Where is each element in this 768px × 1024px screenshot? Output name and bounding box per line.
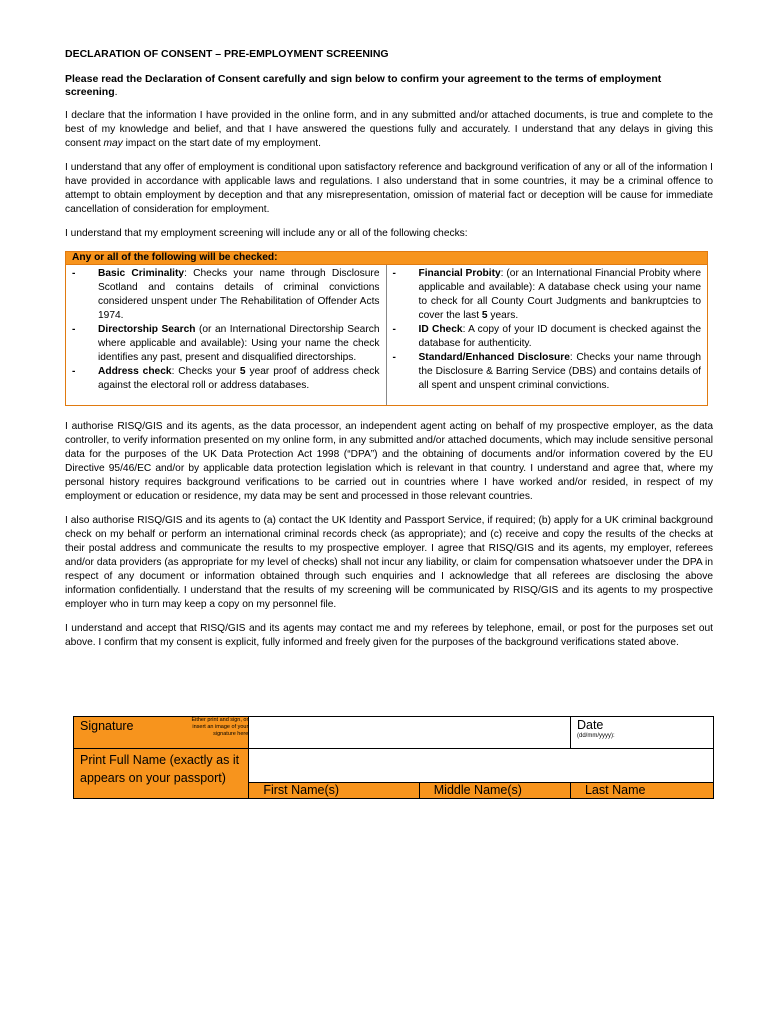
date-hint: (dd/mm/yyyy): <box>576 733 615 739</box>
signature-hint: Either print and sign, or insert an image of your signature here <box>182 717 249 749</box>
signature-label: Signature <box>80 719 134 733</box>
date-cell[interactable] <box>570 717 713 749</box>
check-item-standard-enhanced-disclosure: - Standard/Enhanced Disclosure: Checks your name through the Disclosure & Barring Service (DBS) and contains details of all spent and unspent criminal convictions. <box>392 352 701 391</box>
check-item-basic-criminality: - Basic Criminality: Checks your name through Disclosure Scotland and contains details of criminal convictions considered unspent under The Rehabilitation of Offender Acts 1974. <box>72 268 380 321</box>
signature-input-cell[interactable] <box>249 717 571 749</box>
middle-name-label: Middle Name(s) <box>419 783 570 799</box>
print-name-label: Print Full Name (exactly as it appears on your passport) <box>80 753 240 785</box>
consent-document <box>65 48 713 797</box>
checks-box <box>65 251 708 406</box>
check-item-id-check: - ID Check: A copy of your ID document is checked against the database for authenticity. <box>392 324 701 349</box>
declaration-paragraph-2: I understand that any offer of employment is conditional upon satisfactory reference and background verification of any or all of the information I have provided in accordance with applicable laws and regulations. I also understand that in some countries, it may be a criminal offence to attempt to obtain employment by deception and that any misrepresentation, omission of material fact or deception will be cause for immediate cancellation of consideration for employment. <box>65 162 713 215</box>
check-item-address-check: - Address check: Checks your 5 year proof of address check against the electoral roll or address databases. <box>72 366 380 391</box>
checks-right-column <box>387 265 708 405</box>
first-name-label: First Name(s) <box>249 783 419 799</box>
check-item-financial-probity: - Financial Probity: (or an International Financial Probity where applicable and available): A database check using your name to check for all County Court Judgments and bankruptcies to cover the last 5 years. <box>392 268 701 321</box>
document-title: DECLARATION OF CONSENT – PRE-EMPLOYMENT SCREENING <box>65 48 389 60</box>
check-item-directorship-search: - Directorship Search (or an International Directorship Search where applicable and available): Using your name the check identifies any past, present and disqualified directorships. <box>72 324 380 363</box>
authorisation-paragraph-1: I authorise RISQ/GIS and its agents, as the data processor, an independent agent acting on behalf of my prospective employer, as the data controller, to verify information presented on my online form, in any submitted and/or attached documents, which may include sensitive personal data for the purposes of the UK Data Protection Act 1998 (“DPA”) and the obtaining of documents and/or information covered by the EU Directive 95/46/EC and/or by applicable data protection legislation which is relevant in that country. I understand and agree that, where my personal history requires background verifications to be carried out in countries where I have worked and/or resided, in respect of my employment or education or residence, my data may be sent and processed in those relevant countries. <box>65 421 713 502</box>
last-name-label: Last Name <box>570 783 713 799</box>
declaration-paragraph-1: I declare that the information I have provided in the online form, and in any submitted and/or attached documents, is true and complete to the best of my knowledge and belief, and that I have answered the questions fully and accurately. I understand that any delays in giving this consent may impact on the start date of my employment. <box>65 110 713 149</box>
authorisation-paragraph-2: I also authorise RISQ/GIS and its agents to (a) contact the UK Identity and Passport Service, if required; (b) apply for a UK criminal background check on my behalf or perform an international criminal records check (as appropriate); and (c) receive and copy the results of the checks at their postal address and communicate the results to my prospective employer. I agree that RISQ/GIS and its agents, my employer, referees and/or data providers (as appropriate for my level of checks) shall not incur any liability, or claim for compensation whatsoever under the DPA in respect of any document or information obtained through such enquiries and I acknowledge that all referees are disclosing the above information confidentially. I understand that the results of my screening will be communicated by RISQ/GIS and its agents to my prospective employer who in turn may keep a copy on my personnel file. <box>65 515 713 610</box>
declaration-paragraph-3: I understand that my employment screening will include any or all of the following checks: <box>65 228 468 239</box>
print-name-label-cell <box>74 749 249 799</box>
date-label: Date <box>576 718 604 732</box>
acceptance-paragraph: I understand and accept that RISQ/GIS and its agents may contact me and my referees by telephone, email, or post for the purposes set out above. I confirm that my consent is explicit, fully informed and freely given for the purposes of the background verifications stated above. <box>65 623 713 648</box>
signature-label-cell <box>74 717 182 749</box>
intro-instruction: Please read the Declaration of Consent carefully and sign below to confirm your agreement to the terms of employment screening. <box>65 73 662 98</box>
signature-form <box>73 716 714 799</box>
print-name-input[interactable] <box>249 749 714 783</box>
checks-header: Any or all of the following will be checked: <box>66 252 707 265</box>
checks-left-column <box>66 265 387 405</box>
